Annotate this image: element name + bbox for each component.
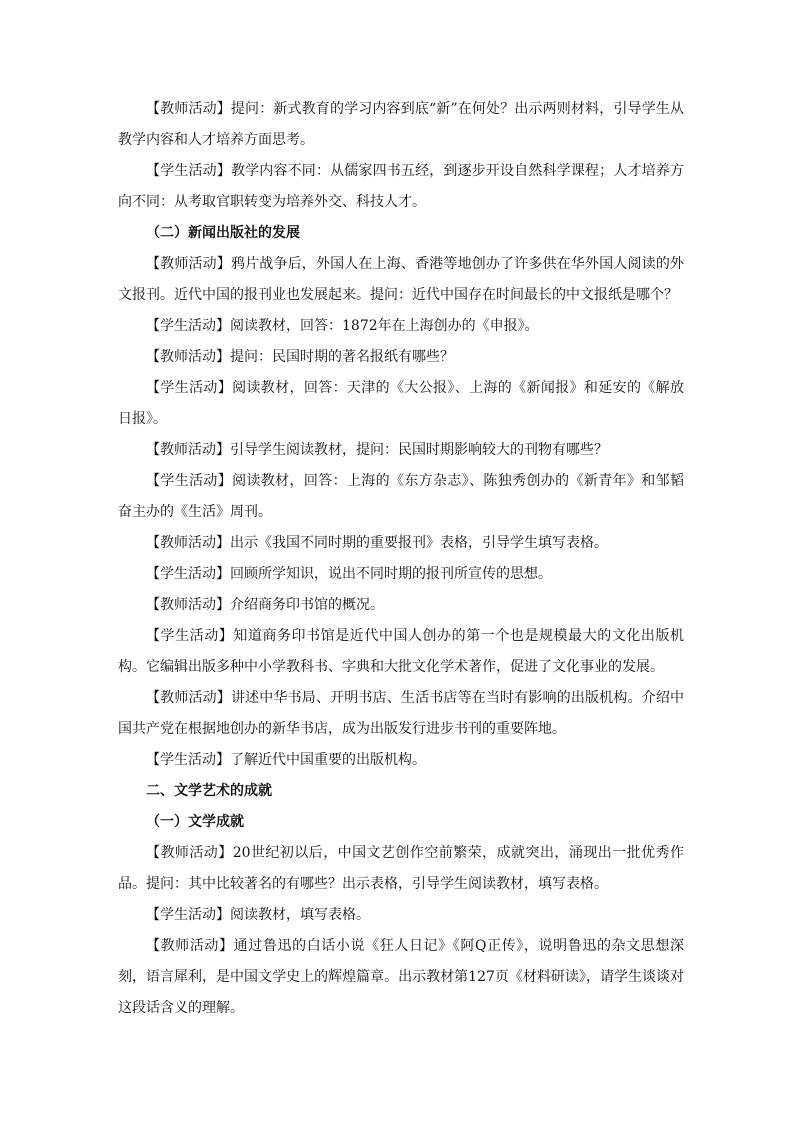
document-body xyxy=(118,94,684,1024)
paragraph-teacher-activity: 【教师活动】提问：民国时期的著名报纸有哪些？ xyxy=(146,349,454,365)
section-heading-literature: （一）文学成就 xyxy=(146,814,244,830)
paragraph-student-activity: 【学生活动】阅读教材，回答：天津的《大公报》、上海的《新闻报》和延安的《解放日报》。 xyxy=(118,380,684,427)
paragraph-teacher-activity: 【教师活动】介绍商务印书馆的概况。 xyxy=(146,597,384,613)
paragraph-student-activity: 【学生活动】了解近代中国重要的出版机构。 xyxy=(146,752,426,768)
paragraph-student-activity: 【学生活动】阅读教材，填写表格。 xyxy=(146,907,370,923)
paragraph-student-activity: 【学生活动】阅读教材，回答：1872年在上海创办的《申报》。 xyxy=(146,318,539,334)
paragraph-student-activity: 【学生活动】阅读教材，回答：上海的《东方杂志》、陈独秀创办的《新青年》和邹韬奋主办的《生活》周刊。 xyxy=(118,473,684,520)
paragraph-teacher-activity: 【教师活动】通过鲁迅的白话小说《狂人日记》《阿Q正传》，说明鲁迅的杂文思想深刻，语言犀利，是中国文学史上的辉煌篇章。出示教材第127页《材料研读》，请学生谈谈对这段话含义的理解。 xyxy=(118,938,684,1016)
paragraph-student-activity: 【学生活动】知道商务印书馆是近代中国人创办的第一个也是规模最大的文化出版机构。它编辑出版多种中小学教科书、字典和大批文化学术著作，促进了文化事业的发展。 xyxy=(118,628,684,675)
paragraph-teacher-activity: 【教师活动】讲述中华书局、开明书店、生活书店等在当时有影响的出版机构。介绍中国共产党在根据地创办的新华书店，成为出版发行进步书刊的重要阵地。 xyxy=(118,690,684,737)
section-heading-literature-arts: 二、文学艺术的成就 xyxy=(146,783,272,799)
section-heading-press-development: （二）新闻出版社的发展 xyxy=(146,225,300,241)
paragraph-teacher-activity: 【教师活动】20世纪初以后，中国文艺创作空前繁荣，成就突出，涌现出一批优秀作品。提问：其中比较著名的有哪些？出示表格，引导学生阅读教材，填写表格。 xyxy=(118,845,684,892)
paragraph-student-activity: 【学生活动】教学内容不同：从儒家四书五经，到逐步开设自然科学课程；人才培养方向不同：从考取官职转变为培养外交、科技人才。 xyxy=(118,163,684,210)
paragraph-teacher-activity: 【教师活动】提问：新式教育的学习内容到底“新”在何处？出示两则材料，引导学生从教学内容和人才培养方面思考。 xyxy=(118,101,684,148)
paragraph-teacher-activity: 【教师活动】引导学生阅读教材，提问：民国时期影响较大的刊物有哪些？ xyxy=(146,442,608,458)
paragraph-teacher-activity: 【教师活动】出示《我国不同时期的重要报刊》表格，引导学生填写表格。 xyxy=(146,535,608,551)
paragraph-teacher-activity: 【教师活动】鸦片战争后，外国人在上海、香港等地创办了许多供在华外国人阅读的外文报刊。近代中国的报刊业也发展起来。提问：近代中国存在时间最长的中文报纸是哪个？ xyxy=(118,256,684,303)
paragraph-student-activity: 【学生活动】回顾所学知识，说出不同时期的报刊所宣传的思想。 xyxy=(146,566,552,582)
